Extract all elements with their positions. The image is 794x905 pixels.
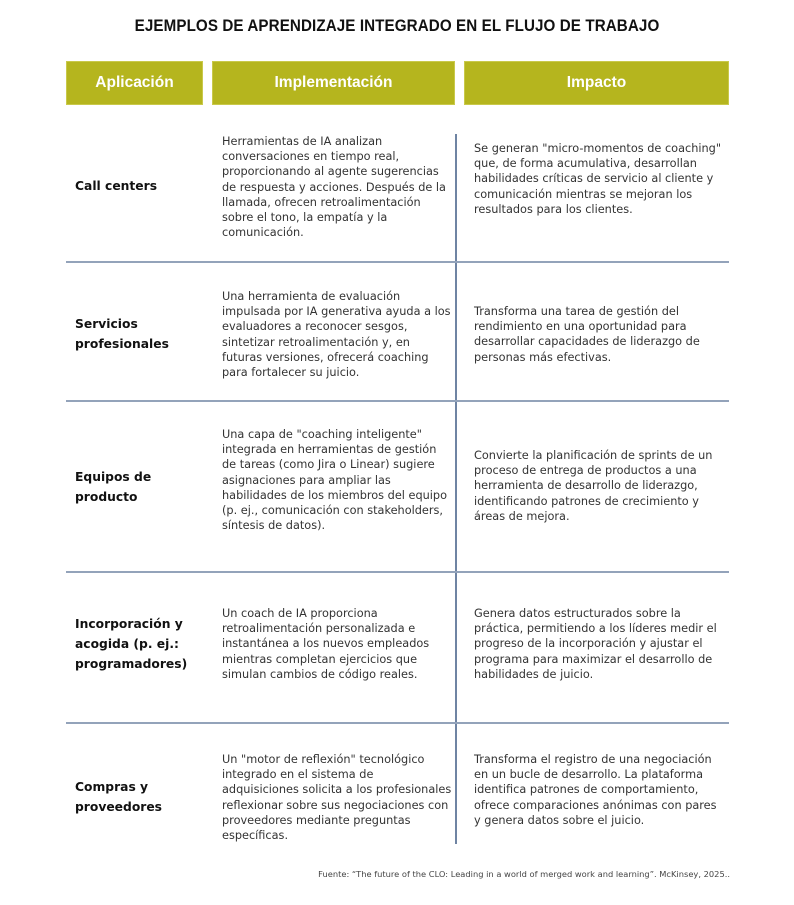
application-compras-proveedores: Compras y proveedores bbox=[75, 780, 162, 814]
implementation-text: Una herramienta de evaluación impulsada por IA generativa ayuda a los evaluadores a reconocer sesgos, sintetizar retroalimentación y, en futuras versiones, ofrecerá coaching para fortalecer su juicio. bbox=[222, 290, 451, 380]
column-divider bbox=[455, 134, 457, 844]
impact-text: Genera datos estructurados sobre la práctica, permitiendo a los líderes medir el progreso de la incorporación y ajustar el programa para maximizar el desarrollo de habilidades de juicio. bbox=[474, 607, 717, 681]
implementation-text: Un "motor de reflexión" tecnológico integrado en el sistema de adquisiciones solicita a los profesionales reflexionar sobre sus negociaciones con proveedores mediante preguntas específicas. bbox=[222, 753, 452, 843]
application-equipos-producto: Equipos de producto bbox=[75, 470, 152, 504]
header-application: Aplicación bbox=[66, 61, 203, 105]
application-servicios-profesionales: Servicios profesionales bbox=[75, 317, 169, 351]
row-divider bbox=[66, 261, 729, 263]
page-title: EJEMPLOS DE APRENDIZAJE INTEGRADO EN EL FLUJO DE TRABAJO bbox=[134, 17, 660, 35]
row-divider bbox=[66, 722, 729, 724]
impact-text: Se generan "micro-momentos de coaching" que, de forma acumulativa, desarrollan habilidades críticas de servicio al cliente y comunicación mientras se mejoran los resultados para los clientes. bbox=[474, 142, 722, 216]
impact-text: Transforma el registro de una negociación en un bucle de desarrollo. La plataforma identifica patrones de comportamiento, ofrece comparaciones anónimas con pares y genera datos sobre el juicio. bbox=[474, 753, 717, 827]
header-impact: Impacto bbox=[464, 61, 729, 105]
source-citation: Fuente: “The future of the CLO: Leading in a world of merged work and learning”. McKinsey, 2025.. bbox=[318, 869, 730, 879]
row-divider bbox=[66, 571, 729, 573]
impact-text: Transforma una tarea de gestión del rendimiento en una oportunidad para desarrollar capacidades de liderazgo de personas más efectivas. bbox=[474, 305, 700, 364]
implementation-text: Herramientas de IA analizan conversaciones en tiempo real, proporcionando al agente sugerencias de respuesta y acciones. Después de la llamada, ofrecen retroalimentación sobre el tono, la empatía y la comunicación. bbox=[222, 135, 446, 240]
header-implementation: Implementación bbox=[212, 61, 455, 105]
row-divider bbox=[66, 400, 729, 402]
impact-text: Convierte la planificación de sprints de un proceso de entrega de productos a una herramienta de desarrollo de liderazgo, identificando patrones de crecimiento y áreas de mejora. bbox=[474, 449, 713, 523]
application-incorporacion: Incorporación y acogida (p. ej.: programadores) bbox=[75, 617, 188, 671]
application-call-centers: Call centers bbox=[75, 179, 158, 193]
implementation-text: Un coach de IA proporciona retroalimentación personalizada e instantánea a los nuevos empleados mientras completan ejercicios que simulan cambios de código reales. bbox=[222, 607, 430, 681]
implementation-text: Una capa de "coaching inteligente" integrada en herramientas de gestión de tareas (como Jira o Linear) sugiere asignaciones para ampliar las habilidades de los miembros del equipo (p. ej., comunicación con stakeholders, síntesis de datos). bbox=[222, 428, 448, 533]
